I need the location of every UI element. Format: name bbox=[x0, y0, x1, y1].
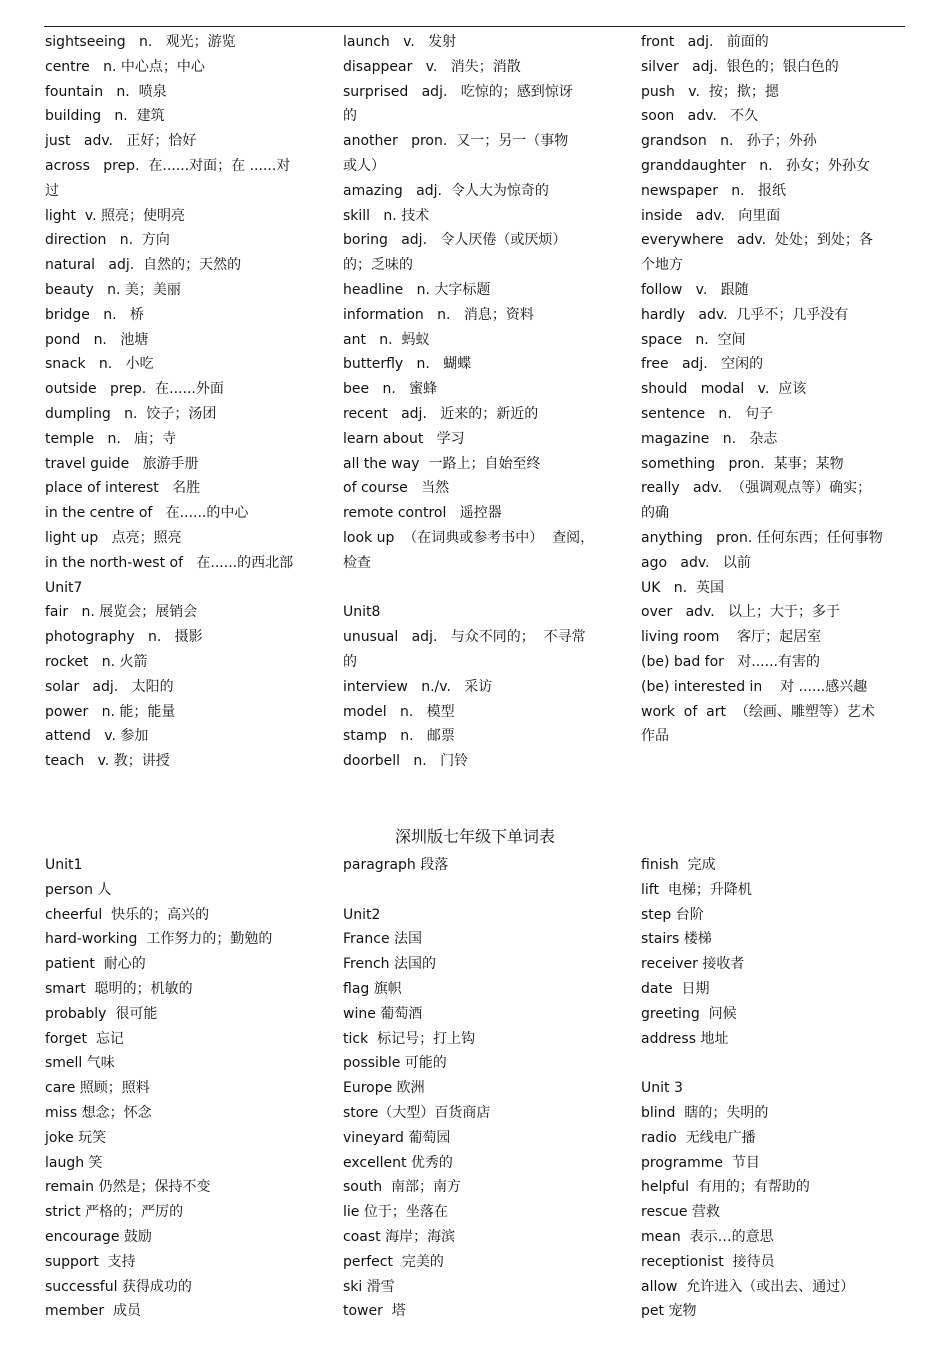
vocab-line: centre n. 中心点；中心 bbox=[45, 58, 205, 75]
vocab-line: granddaughter n. 孙女；外孙女 bbox=[641, 157, 870, 174]
vocab-line bbox=[343, 878, 613, 903]
vocab-line: laugh 笑 bbox=[45, 1154, 103, 1171]
vocab-line: successful 获得成功的 bbox=[45, 1278, 192, 1295]
vocab-line: 或人） bbox=[343, 157, 385, 174]
vocab-line: across prep. 在......对面；在 ......对 bbox=[45, 157, 291, 174]
vocab-line: radio 无线电广播 bbox=[641, 1129, 756, 1146]
vocab-line: vineyard 葡萄园 bbox=[343, 1129, 451, 1146]
vocab-line: joke 玩笑 bbox=[45, 1129, 107, 1146]
vocab-line: flag 旗帜 bbox=[343, 980, 402, 997]
vocab-line: Europe 欧洲 bbox=[343, 1080, 425, 1097]
vocab-line: amazing adj. 令人大为惊奇的 bbox=[343, 182, 549, 199]
vocab-line bbox=[343, 576, 613, 601]
vocab-line: free adj. 空闲的 bbox=[641, 356, 764, 373]
vocab-line: pet 宠物 bbox=[641, 1303, 697, 1320]
vocab-line: rocket n. 火箭 bbox=[45, 653, 148, 670]
vocab-line: recent adj. 近来的；新近的 bbox=[343, 405, 539, 422]
vocab-line: tick 标记号；打上钩 bbox=[343, 1030, 476, 1047]
vocab-line: paragraph 段落 bbox=[343, 857, 449, 873]
vocab-line: cheerful 快乐的；高兴的 bbox=[45, 906, 210, 923]
vocab-line: light up 点亮；照亮 bbox=[45, 529, 182, 546]
vocab-line: 的确 bbox=[641, 505, 669, 522]
page-title: 深圳版七年级下单词表 bbox=[394, 827, 555, 846]
vocab-line: snack n. 小吃 bbox=[45, 356, 154, 373]
vocab-line: smell 气味 bbox=[45, 1055, 115, 1072]
vocab-line: sightseeing n. 观光；游览 bbox=[45, 34, 236, 50]
vocab-line: rescue 营救 bbox=[641, 1204, 720, 1221]
vocab-line: tower 塔 bbox=[343, 1303, 406, 1320]
vocab-line: 检查 bbox=[343, 554, 371, 571]
vocab-column-1 bbox=[45, 30, 315, 774]
vocab-line: inside adv. 向里面 bbox=[641, 207, 781, 224]
vocab-line: remain 仍然是；保持不变 bbox=[45, 1179, 211, 1196]
vocab-line: hard-working 工作努力的；勤勉的 bbox=[45, 931, 273, 948]
vocab-line: France 法国 bbox=[343, 931, 423, 948]
vocab-line: disappear v. 消失；消散 bbox=[343, 58, 521, 75]
vocab-line: ago adv. 以前 bbox=[641, 554, 751, 571]
vocab-line: remote control 遥控器 bbox=[343, 505, 502, 522]
vocab-line: stairs 楼梯 bbox=[641, 931, 712, 948]
vocab-line: care 照顾；照料 bbox=[45, 1080, 150, 1097]
vocab-line: finish 完成 bbox=[641, 857, 716, 873]
vocab-line: sentence n. 句子 bbox=[641, 405, 774, 422]
vocab-line: newspaper n. 报纸 bbox=[641, 182, 786, 199]
vocab-line: dumpling n. 饺子；汤团 bbox=[45, 405, 217, 422]
vocab-line: Unit 3 bbox=[641, 1080, 683, 1097]
vocab-line: launch v. 发射 bbox=[343, 34, 457, 50]
vocab-line: fountain n. 喷泉 bbox=[45, 83, 167, 100]
vocab-line: lie 位于；坐落在 bbox=[343, 1204, 448, 1221]
vocab-line bbox=[641, 1051, 903, 1076]
vocab-line: address 地址 bbox=[641, 1030, 729, 1047]
vocab-line: something pron. 某事；某物 bbox=[641, 455, 844, 472]
vocab-line: grandson n. 孙子；外孙 bbox=[641, 133, 817, 150]
vocab-line: step 台阶 bbox=[641, 906, 704, 923]
vocab-line: soon adv. 不久 bbox=[641, 108, 759, 125]
vocab-line: learn about 学习 bbox=[343, 430, 465, 447]
vocab-line: unusual adj. 与众不同的； 不寻常 bbox=[343, 629, 586, 646]
vocab-line: Unit1 bbox=[45, 857, 83, 873]
vocab-line: possible 可能的 bbox=[343, 1055, 447, 1072]
vocab-column-2 bbox=[343, 30, 613, 774]
vocab-line: excellent 优秀的 bbox=[343, 1154, 453, 1171]
vocab-line: ski 滑雪 bbox=[343, 1278, 395, 1295]
vocab-line: French 法国的 bbox=[343, 956, 436, 973]
vocab-line: should modal v. 应该 bbox=[641, 381, 807, 398]
vocab-line: 过 bbox=[45, 182, 59, 199]
vocab-line: hardly adv. 几乎不；几乎没有 bbox=[641, 306, 849, 323]
vocab-line: look up （在词典或参考书中） 查阅， bbox=[343, 529, 595, 546]
vocab-column-3 bbox=[641, 30, 903, 749]
vocab-line: model n. 模型 bbox=[343, 703, 455, 720]
vocab-line: all the way 一路上；自始至终 bbox=[343, 455, 541, 472]
wordlist-column-3 bbox=[641, 853, 903, 1324]
vocab-line: building n. 建筑 bbox=[45, 108, 165, 125]
vocab-line: follow v. 跟随 bbox=[641, 281, 749, 298]
vocab-line: bee n. 蜜蜂 bbox=[343, 381, 438, 398]
vocab-line: person 人 bbox=[45, 881, 112, 898]
vocab-line: solar adj. 太阳的 bbox=[45, 678, 174, 695]
vocab-line: south 南部；南方 bbox=[343, 1179, 461, 1196]
vocab-line: ant n. 蚂蚁 bbox=[343, 331, 430, 348]
vocab-line: just adv. 正好；恰好 bbox=[45, 133, 197, 150]
vocab-line: temple n. 庙；寺 bbox=[45, 430, 177, 447]
vocab-line: skill n. 技术 bbox=[343, 207, 430, 224]
vocab-line: over adv. 以上；大于；多于 bbox=[641, 604, 841, 621]
vocab-line: front adj. 前面的 bbox=[641, 34, 769, 50]
vocab-line: really adv. （强调观点等）确实； bbox=[641, 480, 872, 497]
vocab-line: receiver 接收者 bbox=[641, 956, 745, 973]
vocab-line: (be) bad for 对......有害的 bbox=[641, 653, 820, 670]
vocab-line: light v. 照亮；使明亮 bbox=[45, 207, 186, 224]
vocab-line: 的 bbox=[343, 653, 357, 670]
vocab-line: headline n. 大字标题 bbox=[343, 281, 491, 298]
vocab-line: lift 电梯；升降机 bbox=[641, 881, 752, 898]
vocab-line: forget 忘记 bbox=[45, 1030, 124, 1047]
vocab-line: direction n. 方向 bbox=[45, 232, 170, 249]
vocab-line: push v. 按；揿；摁 bbox=[641, 83, 779, 100]
vocab-line: smart 聪明的；机敏的 bbox=[45, 980, 193, 997]
vocab-line: UK n. 英国 bbox=[641, 579, 725, 596]
vocab-line: support 支持 bbox=[45, 1253, 136, 1270]
vocab-line: stamp n. 邮票 bbox=[343, 728, 455, 745]
vocab-line: miss 想念；怀念 bbox=[45, 1104, 152, 1121]
vocab-line: work of art （绘画、雕塑等）艺术 bbox=[641, 703, 875, 720]
vocab-line: store（大型）百货商店 bbox=[343, 1104, 491, 1121]
vocab-line: doorbell n. 门铃 bbox=[343, 753, 469, 770]
vocab-line: member 成员 bbox=[45, 1303, 142, 1320]
vocab-line: strict 严格的；严厉的 bbox=[45, 1204, 184, 1221]
vocab-line: pond n. 池塘 bbox=[45, 331, 149, 348]
vocab-line: butterfly n. 蝴蝶 bbox=[343, 356, 472, 373]
vocab-line: helpful 有用的；有帮助的 bbox=[641, 1179, 810, 1196]
vocab-line: teach v. 教；讲授 bbox=[45, 753, 170, 770]
vocab-line: allow 允许进入（或出去、通过） bbox=[641, 1278, 855, 1295]
vocab-line: probably 很可能 bbox=[45, 1005, 158, 1022]
vocab-line: bridge n. 桥 bbox=[45, 306, 144, 323]
vocab-line: 个地方 bbox=[641, 257, 683, 274]
vocab-line: Unit2 bbox=[343, 906, 381, 923]
top-rule bbox=[44, 26, 905, 27]
vocab-line: of course 当然 bbox=[343, 480, 450, 497]
vocab-line: in the centre of 在......的中心 bbox=[45, 505, 249, 522]
vocab-line: Unit8 bbox=[343, 604, 381, 621]
vocab-line: magazine n. 杂志 bbox=[641, 430, 778, 447]
vocab-line: photography n. 摄影 bbox=[45, 629, 203, 646]
vocab-line: place of interest 名胜 bbox=[45, 480, 201, 497]
vocab-line: everywhere adv. 处处；到处；各 bbox=[641, 232, 873, 249]
vocab-line: receptionist 接待员 bbox=[641, 1253, 775, 1270]
vocab-line: space n. 空间 bbox=[641, 331, 746, 348]
vocab-line: attend v. 参加 bbox=[45, 728, 149, 745]
vocab-line: living room 客厅；起居室 bbox=[641, 629, 822, 646]
vocab-line: blind 瞎的；失明的 bbox=[641, 1104, 769, 1121]
vocab-line: beauty n. 美；美丽 bbox=[45, 281, 181, 298]
vocab-line: mean 表示…的意思 bbox=[641, 1228, 774, 1245]
vocab-line: anything pron. 任何东西；任何事物 bbox=[641, 529, 883, 546]
vocab-line: Unit7 bbox=[45, 579, 83, 596]
vocab-line: (be) interested in 对 ......感兴趣 bbox=[641, 678, 868, 695]
vocab-line: travel guide 旅游手册 bbox=[45, 455, 199, 472]
vocab-line: silver adj. 银色的；银白色的 bbox=[641, 58, 839, 75]
vocab-line: 作品 bbox=[641, 728, 669, 745]
vocab-line: perfect 完美的 bbox=[343, 1253, 444, 1270]
vocab-line: coast 海岸；海滨 bbox=[343, 1228, 456, 1245]
wordlist-column-2 bbox=[343, 853, 613, 1324]
vocab-line: encourage 鼓励 bbox=[45, 1228, 152, 1245]
vocab-line: interview n./v. 采访 bbox=[343, 678, 493, 695]
vocab-line: fair n. 展览会；展销会 bbox=[45, 604, 198, 621]
vocab-line: programme 节目 bbox=[641, 1154, 760, 1171]
vocab-line: patient 耐心的 bbox=[45, 956, 146, 973]
vocab-line: date 日期 bbox=[641, 980, 710, 997]
vocab-line: in the north-west of 在......的西北部 bbox=[45, 554, 294, 571]
vocab-line: wine 葡萄酒 bbox=[343, 1005, 423, 1022]
vocab-line: boring adj. 令人厌倦（或厌烦） bbox=[343, 232, 567, 249]
vocab-line: natural adj. 自然的；天然的 bbox=[45, 257, 242, 274]
vocab-line: surprised adj. 吃惊的；感到惊讶 bbox=[343, 83, 573, 100]
vocab-line: information n. 消息；资料 bbox=[343, 306, 534, 323]
vocab-line: another pron. 又一；另一（事物 bbox=[343, 133, 569, 150]
wordlist-column-1 bbox=[45, 853, 315, 1324]
vocab-line: 的 bbox=[343, 108, 357, 125]
vocab-line: power n. 能；能量 bbox=[45, 703, 176, 720]
vocab-line: 的；乏味的 bbox=[343, 257, 413, 274]
vocab-line: greeting 问候 bbox=[641, 1005, 737, 1022]
vocab-line: outside prep. 在......外面 bbox=[45, 381, 224, 398]
